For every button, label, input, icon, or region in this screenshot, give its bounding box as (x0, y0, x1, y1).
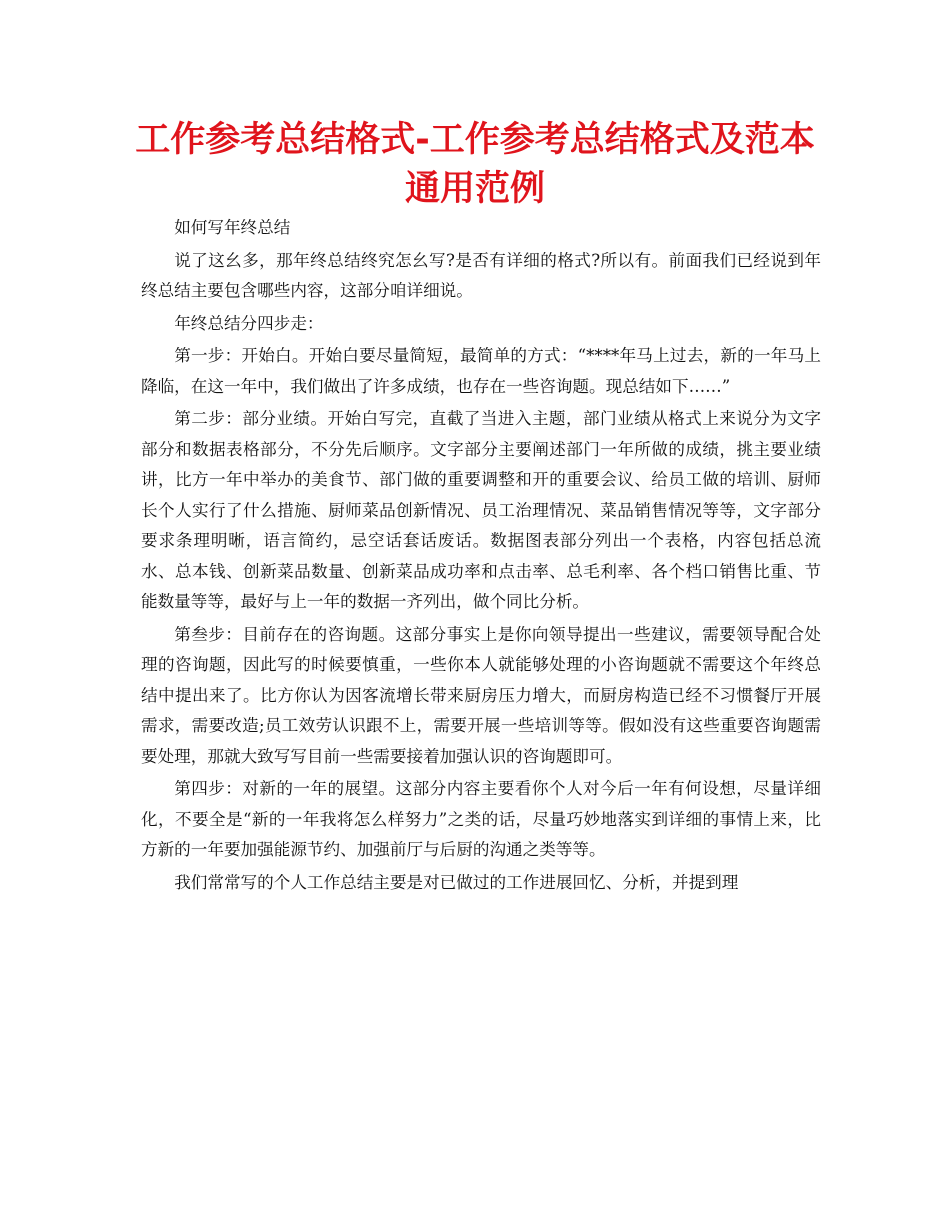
document-body (141, 213, 821, 900)
paragraph-step-one: 第一步：开始白。开始白要尽量简短，最简单的方式：“****年马上过去，新的一年马上降临，在这一年中，我们做出了许多成绩，也存在一些咨询题。现总结如下……” (141, 346, 821, 396)
paragraph-step-three: 第叁步：目前存在的咨询题。这部分事实上是你向领导提出一些建议，需要领导配合处理的咨询题，因此写的时候要慎重，一些你本人就能够处理的小咨询题就不需要这个年终总结中提出来了。比方你认为因客流增长带来厨房压力增大，而厨房构造已经不习惯餐厅开展需求，需要改造;员工效劳认识跟不上，需要开展一些培训等等。假如没有这些重要咨询题需要处理，那就大致写写目前一些需要接着加强认识的咨询题即可。 (141, 624, 821, 766)
paragraph-four-steps: 年终总结分四步走： (174, 313, 324, 333)
paragraph-intro: 说了这幺多，那年终总结终究怎幺写?是否有详细的格式?所以有。前面我们已经说到年终总结主要包含哪些内容，这部分咱详细说。 (141, 250, 821, 300)
document-title: 工作参考总结格式-工作参考总结格式及范本通用范例 (135, 120, 815, 209)
paragraph-heading: 如何写年终总结 (174, 218, 291, 237)
paragraph-step-four: 第四步：对新的一年的展望。这部分内容主要看你个人对今后一年有何设想，尽量详细化，不要全是“新的一年我将怎么样努力”之类的话，尽量巧妙地落实到详细的事情上来，比方新的一年要加强能源节约、加强前厅与后厨的沟通之类等等。 (141, 779, 821, 859)
paragraph-step-two: 第二步：部分业绩。开始白写完，直截了当进入主题，部门业绩从格式上来说分为文字部分和数据表格部分，不分先后顺序。文字部分主要阐述部门一年所做的成绩，挑主要业绩讲，比方一年中举办的美食节、部门做的重要调整和开的重要会议、给员工做的培训、厨师长个人实行了什么措施、厨师菜品创新情况、员工治理情况、菜品销售情况等等，文字部分要求条理明晰，语言简约，忌空话套话废话。数据图表部分列出一个表格，内容包括总流水、总本钱、创新菜品数量、创新菜品成功率和点击率、总毛利率、各个档口销售比重、节能数量等等，最好与上一年的数据一齐列出，做个同比分析。 (141, 409, 821, 611)
paragraph-closing: 我们常常写的个人工作总结主要是对已做过的工作进展回忆、分析，并提到理 (174, 872, 739, 892)
